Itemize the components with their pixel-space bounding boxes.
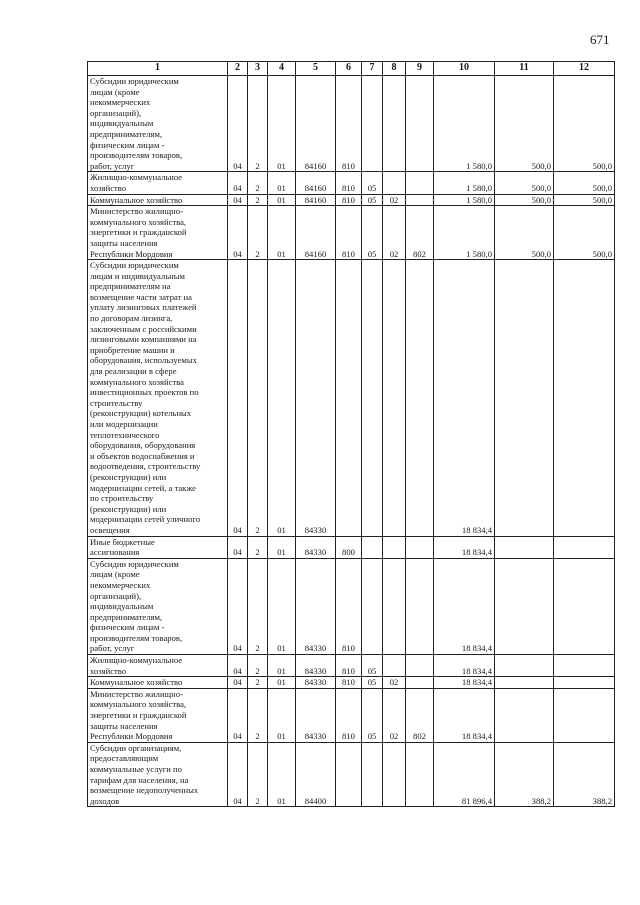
item-description: Субсидии юридическим лицам и индивидуальным предпринимателям на возмещение части затрат на уплату лизинговых платежей по договорам лизинга, заключенным с российскими лизинговыми компаниями на приобретение машин и оборудования, используемых для реализации в сфере коммунального хозяйства инвестиционных проектов по строительству (реконструкции) котельных или модернизации теплотехнического оборудования, оборудования и объектов водоснабжения и водоотведения, строительству (реконструкции) или модернизации сетей, а также по строительству (реконструкции) или модернизации сетей уличного освещения <box>88 260 228 536</box>
item-description: Министерство жилищно- коммунального хозяйства, энергетики и гражданской защиты населения Республики Мордовия <box>88 688 228 742</box>
column-header: 6 <box>336 62 362 76</box>
code-cell: 05 <box>362 206 383 260</box>
code-cell: 05 <box>362 688 383 742</box>
code-cell: 84160 <box>296 194 336 206</box>
code-cell <box>383 742 406 807</box>
amount-cell: 1 580,0 <box>434 76 495 172</box>
code-cell: 810 <box>336 172 362 194</box>
amount-cell <box>495 655 554 677</box>
item-description: Жилищно-коммунальное хозяйство <box>88 172 228 194</box>
code-cell: 01 <box>268 172 296 194</box>
code-cell: 84330 <box>296 655 336 677</box>
amount-cell: 1 580,0 <box>434 172 495 194</box>
code-cell: 2 <box>248 655 268 677</box>
amount-cell <box>554 688 615 742</box>
code-cell: 84160 <box>296 206 336 260</box>
code-cell: 810 <box>336 688 362 742</box>
code-cell <box>406 558 434 654</box>
code-cell <box>383 655 406 677</box>
code-cell: 05 <box>362 172 383 194</box>
code-cell: 01 <box>268 677 296 689</box>
code-cell: 02 <box>383 206 406 260</box>
code-cell: 04 <box>228 206 248 260</box>
code-cell: 05 <box>362 677 383 689</box>
column-header: 4 <box>268 62 296 76</box>
code-cell: 01 <box>268 194 296 206</box>
column-header: 3 <box>248 62 268 76</box>
code-cell <box>362 260 383 536</box>
column-header: 7 <box>362 62 383 76</box>
column-header: 2 <box>228 62 248 76</box>
column-header: 11 <box>495 62 554 76</box>
code-cell: 02 <box>383 194 406 206</box>
amount-cell <box>554 655 615 677</box>
code-cell: 2 <box>248 260 268 536</box>
amount-cell: 18 834,4 <box>434 260 495 536</box>
code-cell: 800 <box>336 536 362 558</box>
table-row <box>88 742 615 807</box>
code-cell <box>383 536 406 558</box>
column-header: 10 <box>434 62 495 76</box>
amount-cell <box>495 536 554 558</box>
code-cell: 84330 <box>296 677 336 689</box>
code-cell: 2 <box>248 194 268 206</box>
table-row <box>88 558 615 654</box>
code-cell <box>336 260 362 536</box>
item-description: Коммунальное хозяйство <box>88 194 228 206</box>
code-cell <box>383 76 406 172</box>
amount-cell: 388,2 <box>495 742 554 807</box>
item-description: Коммунальное хозяйство <box>88 677 228 689</box>
amount-cell: 500,0 <box>495 194 554 206</box>
amount-cell <box>554 260 615 536</box>
code-cell: 2 <box>248 206 268 260</box>
amount-cell <box>554 558 615 654</box>
amount-cell: 500,0 <box>554 76 615 172</box>
code-cell: 05 <box>362 655 383 677</box>
item-description: Жилищно-коммунальное хозяйство <box>88 655 228 677</box>
code-cell <box>406 536 434 558</box>
column-header: 5 <box>296 62 336 76</box>
code-cell: 04 <box>228 655 248 677</box>
code-cell <box>383 172 406 194</box>
amount-cell: 18 834,4 <box>434 536 495 558</box>
amount-cell: 500,0 <box>554 172 615 194</box>
budget-table <box>87 61 615 807</box>
code-cell: 02 <box>383 688 406 742</box>
code-cell: 2 <box>248 172 268 194</box>
item-description: Иные бюджетные ассигнования <box>88 536 228 558</box>
amount-cell: 1 580,0 <box>434 206 495 260</box>
amount-cell <box>495 558 554 654</box>
table-row <box>88 677 615 689</box>
code-cell: 810 <box>336 558 362 654</box>
amount-cell <box>495 677 554 689</box>
code-cell: 84160 <box>296 76 336 172</box>
code-cell <box>336 742 362 807</box>
code-cell <box>362 536 383 558</box>
code-cell: 2 <box>248 558 268 654</box>
code-cell: 04 <box>228 172 248 194</box>
amount-cell: 500,0 <box>495 206 554 260</box>
column-header: 12 <box>554 62 615 76</box>
code-cell: 84400 <box>296 742 336 807</box>
code-cell <box>406 677 434 689</box>
code-cell: 810 <box>336 194 362 206</box>
amount-cell: 388,2 <box>554 742 615 807</box>
code-cell: 84330 <box>296 260 336 536</box>
table-row <box>88 206 615 260</box>
table-row <box>88 172 615 194</box>
code-cell: 810 <box>336 76 362 172</box>
header-row <box>88 62 615 76</box>
code-cell <box>406 655 434 677</box>
amount-cell <box>495 688 554 742</box>
amount-cell <box>495 260 554 536</box>
code-cell <box>406 172 434 194</box>
code-cell: 04 <box>228 194 248 206</box>
table-body <box>88 76 615 807</box>
code-cell: 01 <box>268 536 296 558</box>
amount-cell: 18 834,4 <box>434 655 495 677</box>
code-cell: 01 <box>268 206 296 260</box>
item-description: Субсидии юридическим лицам (кроме некоммерческих организаций), индивидуальным предпринимателям, физическим лицам - производителям товаров, работ, услуг <box>88 558 228 654</box>
table-row <box>88 260 615 536</box>
table-row <box>88 194 615 206</box>
code-cell: 01 <box>268 688 296 742</box>
amount-cell: 500,0 <box>554 206 615 260</box>
code-cell: 2 <box>248 76 268 172</box>
code-cell: 01 <box>268 76 296 172</box>
code-cell: 01 <box>268 260 296 536</box>
code-cell: 01 <box>268 655 296 677</box>
code-cell: 02 <box>383 677 406 689</box>
code-cell: 2 <box>248 536 268 558</box>
amount-cell: 18 834,4 <box>434 558 495 654</box>
code-cell <box>362 558 383 654</box>
item-description: Субсидии организациям, предоставляющим коммунальные услуги по тарифам для населения, на возмещение недополученных доходов <box>88 742 228 807</box>
code-cell <box>383 260 406 536</box>
code-cell: 802 <box>406 206 434 260</box>
amount-cell: 18 834,4 <box>434 677 495 689</box>
amount-cell: 18 834,4 <box>434 688 495 742</box>
code-cell: 04 <box>228 260 248 536</box>
code-cell: 05 <box>362 194 383 206</box>
table-row <box>88 688 615 742</box>
amount-cell: 500,0 <box>495 76 554 172</box>
table-row <box>88 536 615 558</box>
code-cell: 04 <box>228 558 248 654</box>
code-cell <box>406 76 434 172</box>
amount-cell: 81 896,4 <box>434 742 495 807</box>
amount-cell <box>554 677 615 689</box>
code-cell: 84160 <box>296 172 336 194</box>
amount-cell <box>554 536 615 558</box>
code-cell: 01 <box>268 558 296 654</box>
code-cell <box>406 194 434 206</box>
amount-cell: 500,0 <box>495 172 554 194</box>
table-row <box>88 76 615 172</box>
table-row <box>88 655 615 677</box>
code-cell <box>362 76 383 172</box>
column-header: 9 <box>406 62 434 76</box>
amount-cell: 1 580,0 <box>434 194 495 206</box>
code-cell <box>362 742 383 807</box>
amount-cell: 500,0 <box>554 194 615 206</box>
code-cell: 2 <box>248 677 268 689</box>
code-cell: 04 <box>228 536 248 558</box>
code-cell: 04 <box>228 688 248 742</box>
code-cell <box>406 742 434 807</box>
code-cell: 84330 <box>296 536 336 558</box>
code-cell: 01 <box>268 742 296 807</box>
column-header: 1 <box>88 62 228 76</box>
code-cell: 2 <box>248 742 268 807</box>
code-cell <box>383 558 406 654</box>
code-cell: 802 <box>406 688 434 742</box>
page-number: 671 <box>590 32 610 47</box>
code-cell: 810 <box>336 677 362 689</box>
code-cell: 04 <box>228 677 248 689</box>
code-cell: 04 <box>228 76 248 172</box>
code-cell: 84330 <box>296 558 336 654</box>
item-description: Министерство жилищно- коммунального хозяйства, энергетики и гражданской защиты населения Республики Мордовия <box>88 206 228 260</box>
code-cell: 04 <box>228 742 248 807</box>
code-cell: 2 <box>248 688 268 742</box>
code-cell: 810 <box>336 655 362 677</box>
code-cell: 84330 <box>296 688 336 742</box>
column-header: 8 <box>383 62 406 76</box>
code-cell <box>406 260 434 536</box>
item-description: Субсидии юридическим лицам (кроме некоммерческих организаций), индивидуальным предпринимателям, физическим лицам - производителям товаров, работ, услуг <box>88 76 228 172</box>
code-cell: 810 <box>336 206 362 260</box>
